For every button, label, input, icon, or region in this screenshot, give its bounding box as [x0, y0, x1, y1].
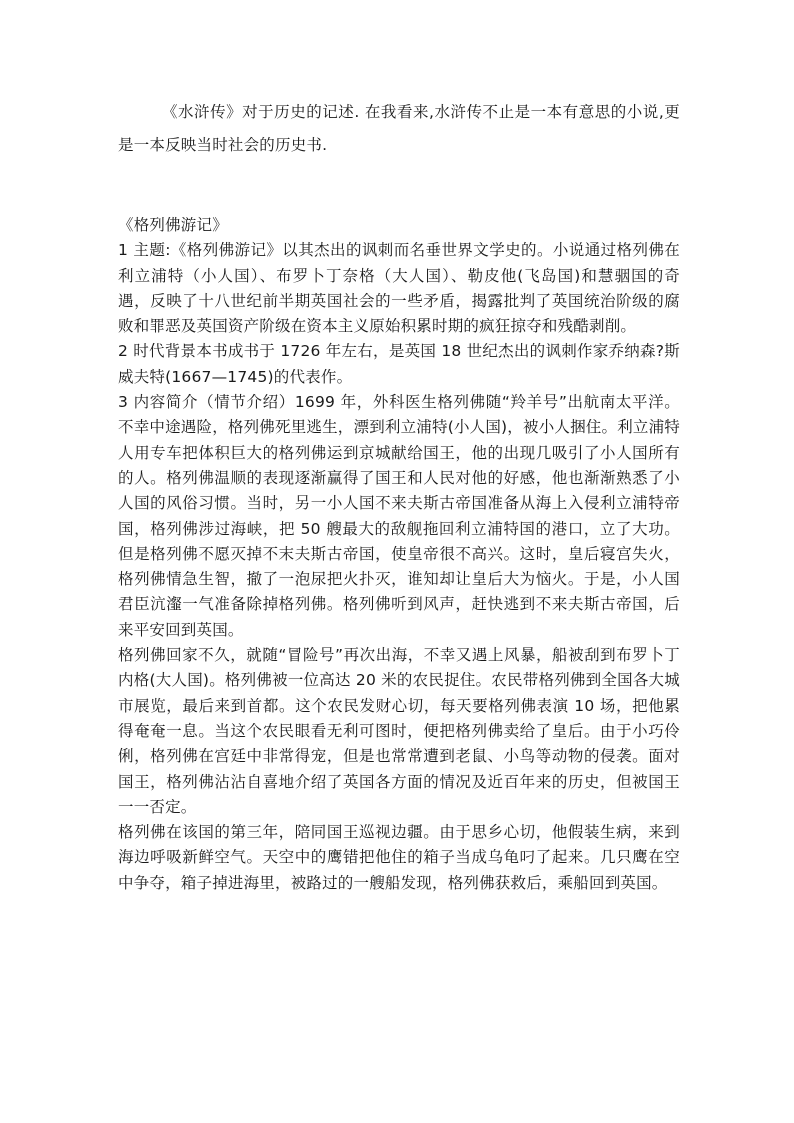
background-paragraph: 2 时代背景本书成书于 1726 年左右，是英国 18 世纪杰出的讽刺作家乔纳森?斯威夫特(1667—1745)的代表作。 [118, 342, 680, 386]
return-paragraph: 格列佛在该国的第三年，陪同国王巡视边疆。由于思乡心切，他假装生病，来到海边呼吸新鲜空气。天空中的鹰错把他住的箱子当成乌龟叼了起来。几只鹰在空中争夺，箱子掉进海里，被路过的一艘船发现，格列佛获救后，乘船回到英国。 [118, 823, 680, 892]
section-title: 《格列佛游记》 [118, 216, 228, 234]
gulliver-section [118, 213, 680, 896]
intro-section [118, 96, 680, 162]
brobdingnag-paragraph: 格列佛回家不久，就随“冒险号”再次出海，不幸又遇上风暴，船被刮到布罗卜丁内格(大人国)。格列佛被一位高达 20 米的农民捉住。农民带格列佛到全国各大城市展览，最后来到首都。这个农民发财心切，每天要格列佛表演 10 场，把他累得奄奄一息。当这个农民眼看无利可图时，便把格列佛卖给了皇后。由于小巧伶俐，格列佛在宫廷中非常得宠，但是也常常遭到老鼠、小鸟等动物的侵袭。面对国王，格列佛沾沾自喜地介绍了英国各方面的情况及近百年来的历史，但被国王一一否定。 [118, 646, 680, 816]
theme-paragraph: 1 主题:《格列佛游记》以其杰出的讽刺而名垂世界文学史的。小说通过格列佛在利立浦特（小人国）、布罗卜丁奈格（大人国）、勒皮他(飞岛国)和慧骃国的奇遇，反映了十八世纪前半期英国社会的一些矛盾，揭露批判了英国统治阶级的腐败和罪恶及英国资产阶级在资本主义原始积累时期的疯狂掠夺和残酷剥削。 [118, 241, 680, 336]
intro-paragraph: 《水浒传》对于历史的记述. 在我看来,水浒传不止是一本有意思的小说,更是一本反映当时社会的历史书. [118, 103, 680, 154]
synopsis-paragraph: 3 内容简介（情节介绍）1699 年，外科医生格列佛随“羚羊号”出航南太平洋。不幸中途遇险，格列佛死里逃生，漂到利立浦特(小人国)，被小人捆住。利立浦特人用专车把体积巨大的格列佛运到京城献给国王，他的出现几吸引了小人国所有的人。格列佛温顺的表现逐渐赢得了国王和人民对他的好感，他也渐渐熟悉了小人国的风俗习惯。当时，另一小人国不来夫斯古帝国准备从海上入侵利立浦特帝国，格列佛涉过海峡，把 50 艘最大的敌舰拖回利立浦特国的港口，立了大功。但是格列佛不愿灭掉不末夫斯古帝国，使皇帝很不高兴。这时，皇后寝宫失火，格列佛情急生智，撤了一泡尿把火扑灭，谁知却让皇后大为恼火。于是，小人国君臣沆瀣一气准备除掉格列佛。格列佛听到风声，赶快逃到不来夫斯古帝国，后来平安回到英国。 [118, 393, 680, 639]
